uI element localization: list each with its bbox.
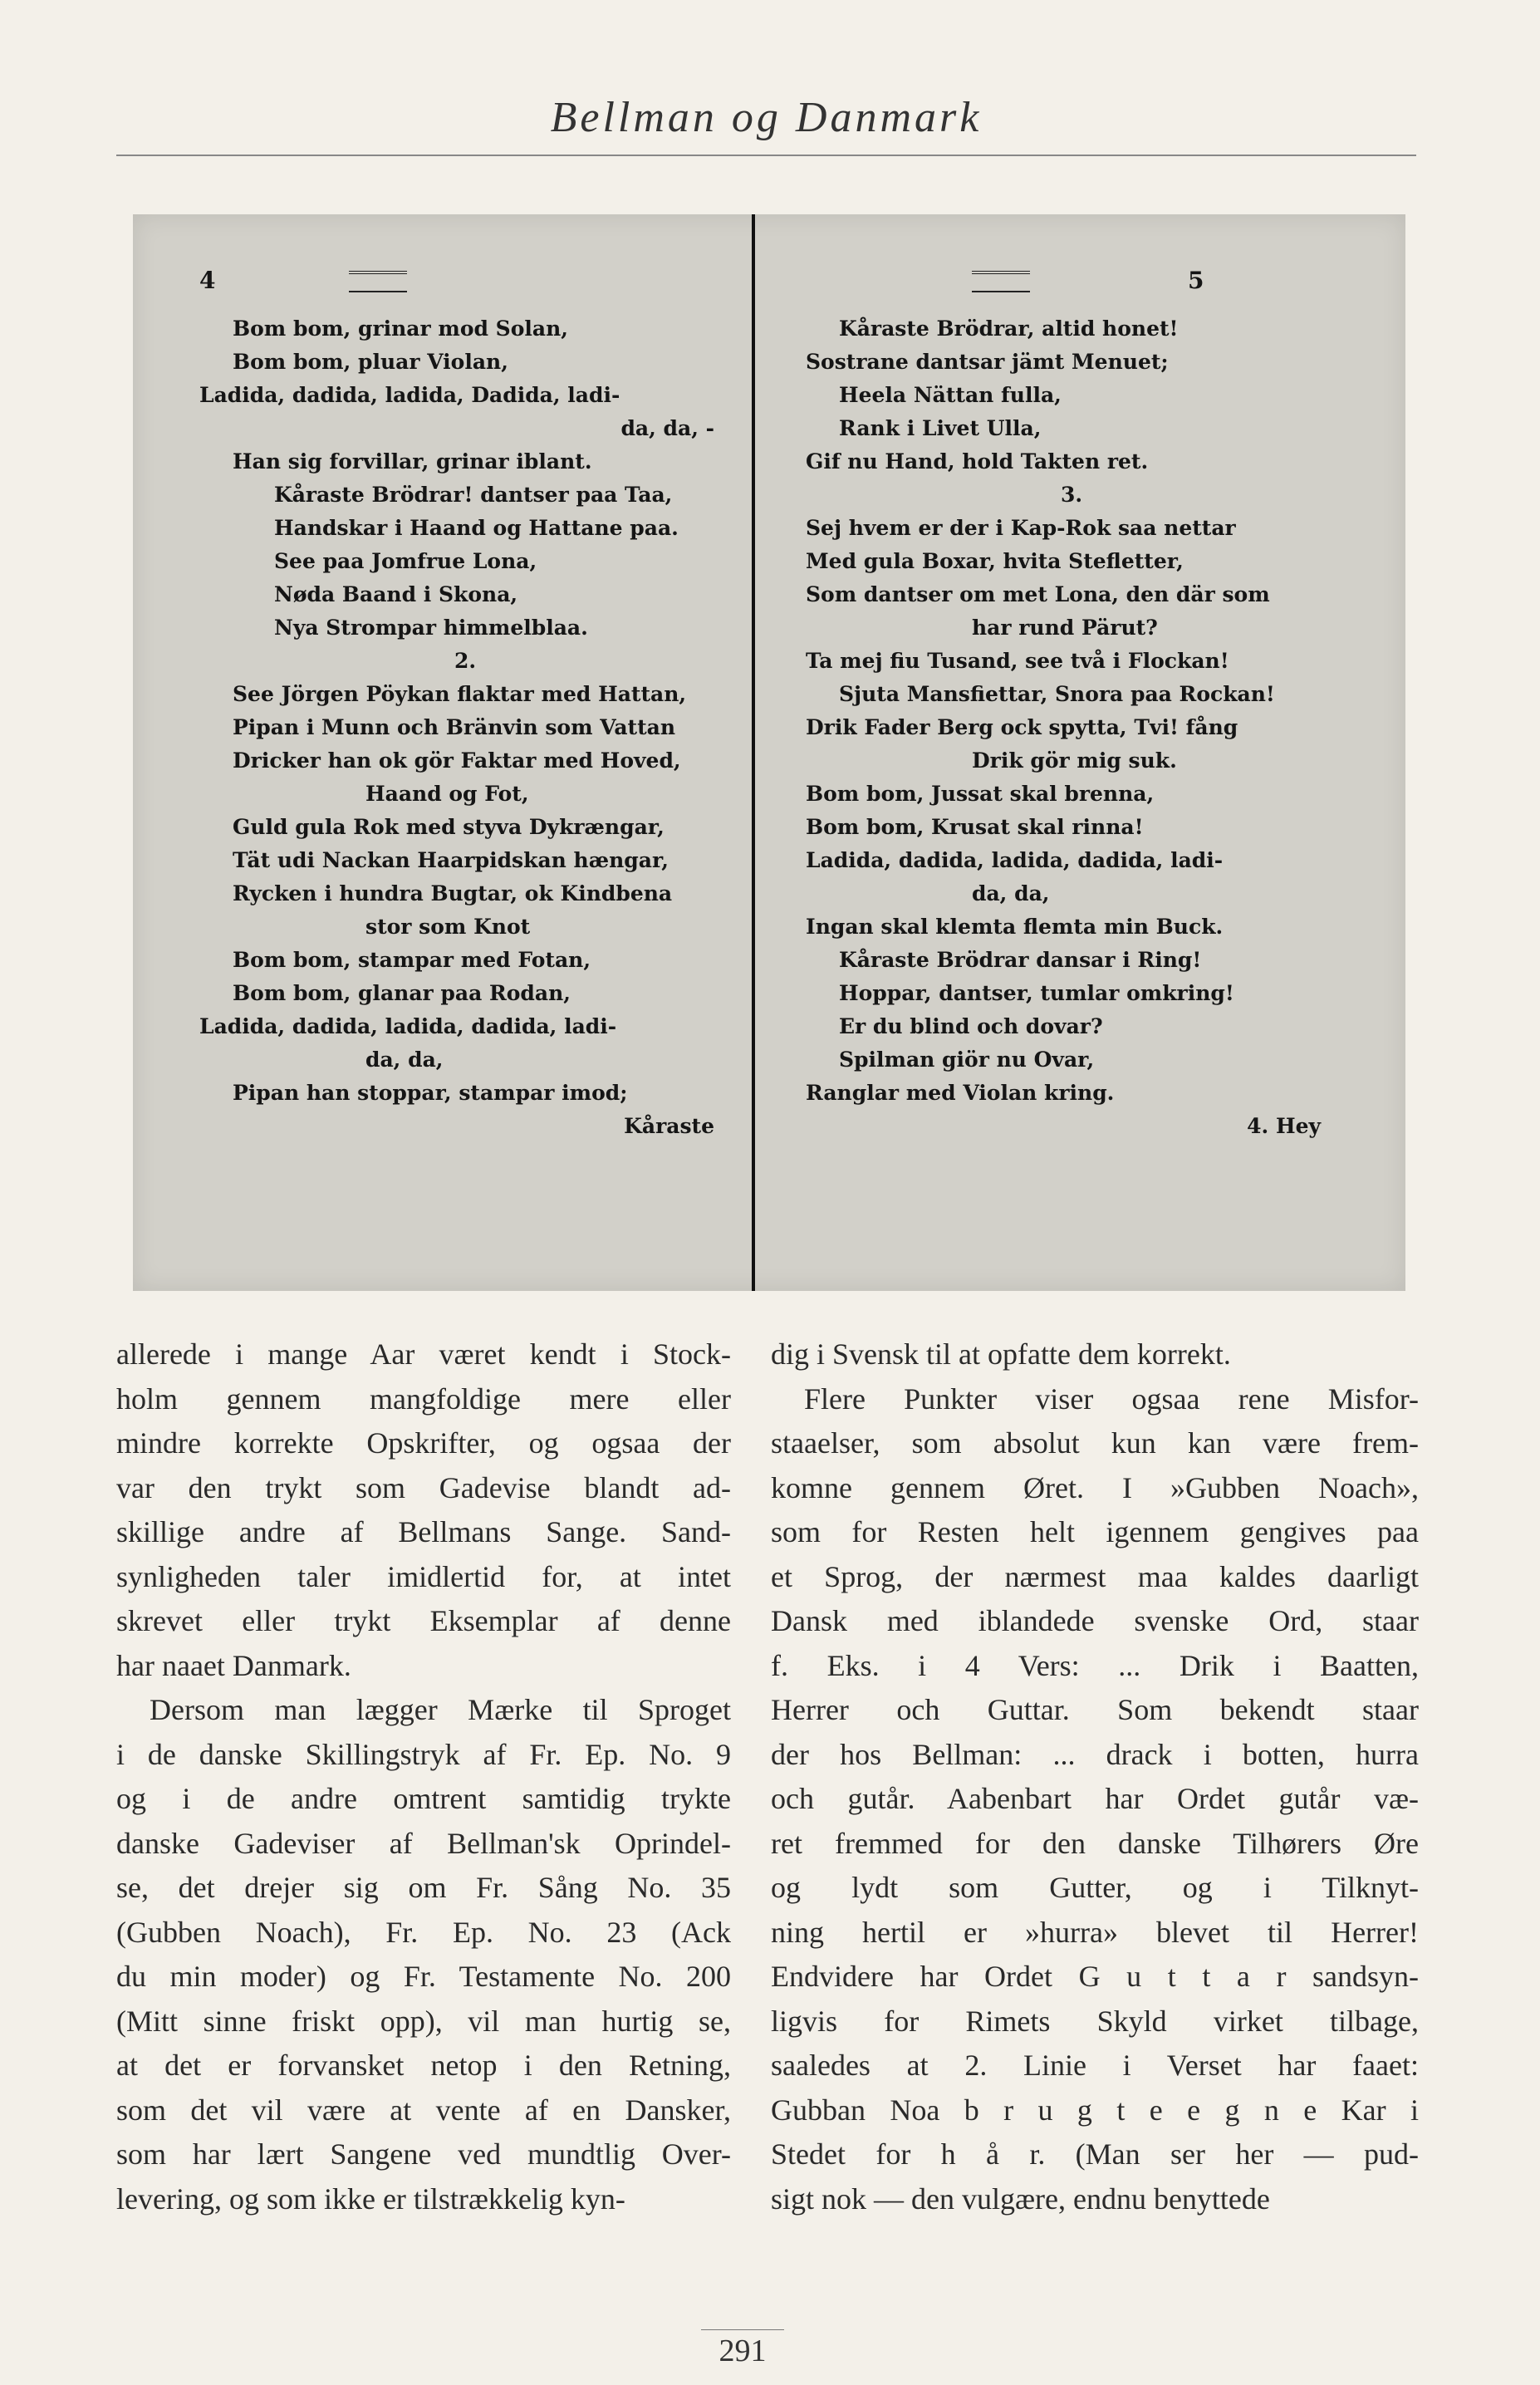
facsimile-left-head (199, 264, 731, 301)
text-line: Gubban Noa b r u g t e e g n e Kar i (771, 2093, 1419, 2127)
facsimile-line: Kåraste (624, 1114, 714, 1138)
text-line: du min moder) og Fr. Testamente No. 200 (116, 1960, 731, 1993)
facsimile-line: Bom bom, Jussat skal brenna, (806, 782, 1155, 806)
body-column-left (116, 1332, 731, 2221)
facsimile-line: Kåraste Brödrar, altid honet! (839, 317, 1179, 341)
text-line: komne gennem Øret. I »Gubben Noach», (771, 1470, 1419, 1504)
facsimile-line: Ladida, dadida, ladida, dadida, ladi- (199, 1014, 617, 1038)
text-line: dig i Svensk til at opfatte dem korrekt. (771, 1337, 1231, 1371)
facsimile-line: Hoppar, dantser, tumlar omkring! (839, 981, 1234, 1005)
text-line: har naaet Danmark. (116, 1648, 351, 1682)
facsimile-line: Kåraste Brödrar dansar i Ring! (839, 948, 1202, 972)
facsimile-line: Som dantser om met Lona, den där som (806, 582, 1270, 606)
text-line: se, det drejer sig om Fr. Sång No. 35 (116, 1871, 731, 1904)
facsimile-line: Bom bom, pluar Violan, (233, 350, 508, 374)
text-line: ret fremmed for den danske Tilhørers Øre (771, 1826, 1419, 1860)
facsimile-line: Sjuta Mansfiettar, Snora paa Rockan! (839, 682, 1275, 706)
text-line: ning hertil er »hurra» blevet til Herrer! (771, 1915, 1419, 1949)
text-line: (Gubben Noach), Fr. Ep. No. 23 (Ack (116, 1915, 731, 1949)
text-line: der hos Bellman: ... drack i botten, hurra (771, 1737, 1419, 1771)
facsimile-page-number: 4 (199, 267, 216, 294)
text-line: saaledes at 2. Linie i Verset har faaet: (771, 2049, 1419, 2082)
text-line: f. Eks. i 4 Vers: ... Drik i Baatten, (771, 1648, 1419, 1682)
facsimile-line: Ta mej fiu Tusand, see två i Flockan! (806, 649, 1229, 673)
facsimile-line: See paa Jomfrue Lona, (274, 549, 537, 573)
facsimile-line: Bom bom, Krusat skal rinna! (806, 815, 1144, 839)
text-line: Dersom man lægger Mærke til Sproget (150, 1693, 731, 1726)
text-line: staaelser, som absolut kun kan være frem- (771, 1426, 1419, 1460)
facsimile-line: Med gula Boxar, hvita Stefletter, (806, 549, 1184, 573)
facsimile-line: da, da, (972, 881, 1050, 905)
text-line: synligheden taler imidlertid for, at intet (116, 1559, 731, 1593)
text-line: et Sprog, der nærmest maa kaldes daarligt (771, 1559, 1419, 1593)
facsimile-line: Ranglar med Violan kring. (806, 1081, 1115, 1105)
facsimile-line: Rycken i hundra Bugtar, ok Kindbena (233, 881, 673, 905)
facsimile-line: 3. (1060, 483, 1083, 507)
facsimile-line: Bom bom, stampar med Fotan, (233, 948, 591, 972)
facsimile-line: Nøda Baand i Skona, (274, 582, 518, 606)
text-line: Endvidere har Ordet G u t t a r sandsyn- (771, 1960, 1419, 1993)
facsimile-line: Rank i Livet Ulla, (839, 416, 1042, 440)
text-line: Dansk med iblandede svenske Ord, staar (771, 1604, 1419, 1637)
text-line: danske Gadeviser af Bellman'sk Oprindel- (116, 1826, 731, 1860)
facsimile-line: Drik Fader Berg ock spytta, Tvi! fång (806, 715, 1238, 739)
ornament-icon (349, 271, 407, 292)
facsimile-line: Ingan skal klemta flemta min Buck. (806, 915, 1224, 939)
facsimile-line: 2. (454, 649, 477, 673)
facsimile-line: Gif nu Hand, hold Takten ret. (806, 449, 1149, 474)
facsimile-line: Kåraste Brödrar! dantser paa Taa, (274, 483, 673, 507)
facsimile-line: Han sig forvillar, grinar iblant. (233, 449, 592, 474)
text-line: at det er forvansket netop i den Retning, (116, 2049, 731, 2082)
facsimile-line: Ladida, dadida, ladida, dadida, ladi- (806, 848, 1224, 872)
facsimile-line: Pipan i Munn och Bränvin som Vattan (233, 715, 675, 739)
text-line: sigt nok — den vulgære, endnu benyttede (771, 2181, 1270, 2216)
facsimile-line: Drik gör mig suk. (972, 748, 1177, 773)
facsimile-line: Ladida, dadida, ladida, Dadida, ladi- (199, 383, 620, 407)
text-line: og lydt som Gutter, og i Tilknyt- (771, 1871, 1419, 1904)
text-line: levering, og som ikke er tilstrækkelig kyn- (116, 2181, 625, 2216)
header-rule (116, 155, 1416, 156)
text-line: Flere Punkter viser ogsaa rene Misfor- (804, 1381, 1419, 1416)
facsimile-line: Haand og Fot, (365, 782, 529, 806)
facsimile-line: Sej hvem er der i Kap-Rok saa nettar (806, 516, 1236, 540)
running-header: Bellman og Danmark (550, 94, 983, 141)
facsimile-line: Heela Nättan fulla, (839, 383, 1062, 407)
ornament-icon (972, 271, 1030, 292)
facsimile-line: Er du blind och dovar? (839, 1014, 1103, 1038)
facsimile-line: Tät udi Nackan Haarpidskan hængar, (233, 848, 669, 872)
text-line: skillige andre af Bellmans Sange. Sand- (116, 1515, 731, 1548)
text-line: holm gennem mangfoldige mere eller (116, 1381, 731, 1416)
facsimile-line: Bom bom, glanar paa Rodan, (233, 981, 571, 1005)
facsimile-line: har rund Pärut? (972, 616, 1158, 640)
facsimile-line: 4. Hey (1247, 1114, 1321, 1138)
text-line: ligvis for Rimets Skyld virket tilbage, (771, 2004, 1419, 2038)
facsimile-line: Spilman giör nu Ovar, (839, 1048, 1095, 1072)
facsimile-line: Sostrane dantsar jämt Menuet; (806, 350, 1169, 374)
facsimile-line: See Jörgen Pöykan flaktar med Hattan, (233, 682, 687, 706)
facsimile-line: Pipan han stoppar, stampar imod; (233, 1081, 628, 1105)
facsimile-page-number: 5 (1188, 267, 1204, 294)
facsimile-right-page (806, 264, 1337, 1143)
facsimile-left-lines (199, 312, 731, 1143)
facsimile-line: da, da, (365, 1048, 444, 1072)
text-line: som det vil være at vente af en Dansker, (116, 2093, 731, 2127)
text-line: Herrer och Guttar. Som bekendt staar (771, 1693, 1419, 1726)
text-line: (Mitt sinne friskt opp), vil man hurtig se, (116, 2004, 731, 2038)
facsimile-line: da, da, - (620, 416, 714, 440)
text-line: i de danske Skillingstryk af Fr. Ep. No. 9 (116, 1737, 731, 1771)
text-line: Stedet for h å r. (Man ser her — pud- (771, 2137, 1419, 2171)
facsimile-left-page (199, 264, 731, 1143)
text-line: allerede i mange Aar været kendt i Stock- (116, 1337, 731, 1371)
folio-rule (701, 2329, 784, 2330)
text-line: og i de andre omtrent samtidig trykte (116, 1782, 731, 1815)
facsimile-line: Nya Strompar himmelblaa. (274, 616, 588, 640)
facsimile-right-lines (806, 312, 1337, 1143)
text-line: skrevet eller trykt Eksemplar af denne (116, 1604, 731, 1637)
text-line: som har lært Sangene ved mundtlig Over- (116, 2137, 731, 2171)
text-line: som for Resten helt igennem gengives paa (771, 1515, 1419, 1548)
text-line: var den trykt som Gadevise blandt ad- (116, 1470, 731, 1504)
page-number: 291 (719, 2333, 767, 2368)
facsimile-line: Bom bom, grinar mod Solan, (233, 317, 568, 341)
facsimile-fold (752, 214, 755, 1291)
facsimile-right-head (806, 264, 1337, 301)
facsimile-line: Guld gula Rok med styva Dykrængar, (233, 815, 665, 839)
facsimile-line: Dricker han ok gör Faktar med Hoved, (233, 748, 681, 773)
facsimile-line: Handskar i Haand og Hattane paa. (274, 516, 679, 540)
facsimile-line: stor som Knot (365, 915, 531, 939)
facsimile-image (133, 214, 1405, 1291)
text-line: och gutår. Aabenbart har Ordet gutår væ- (771, 1782, 1419, 1815)
body-column-right (771, 1332, 1419, 2221)
text-line: mindre korrekte Opskrifter, og ogsaa der (116, 1426, 731, 1460)
